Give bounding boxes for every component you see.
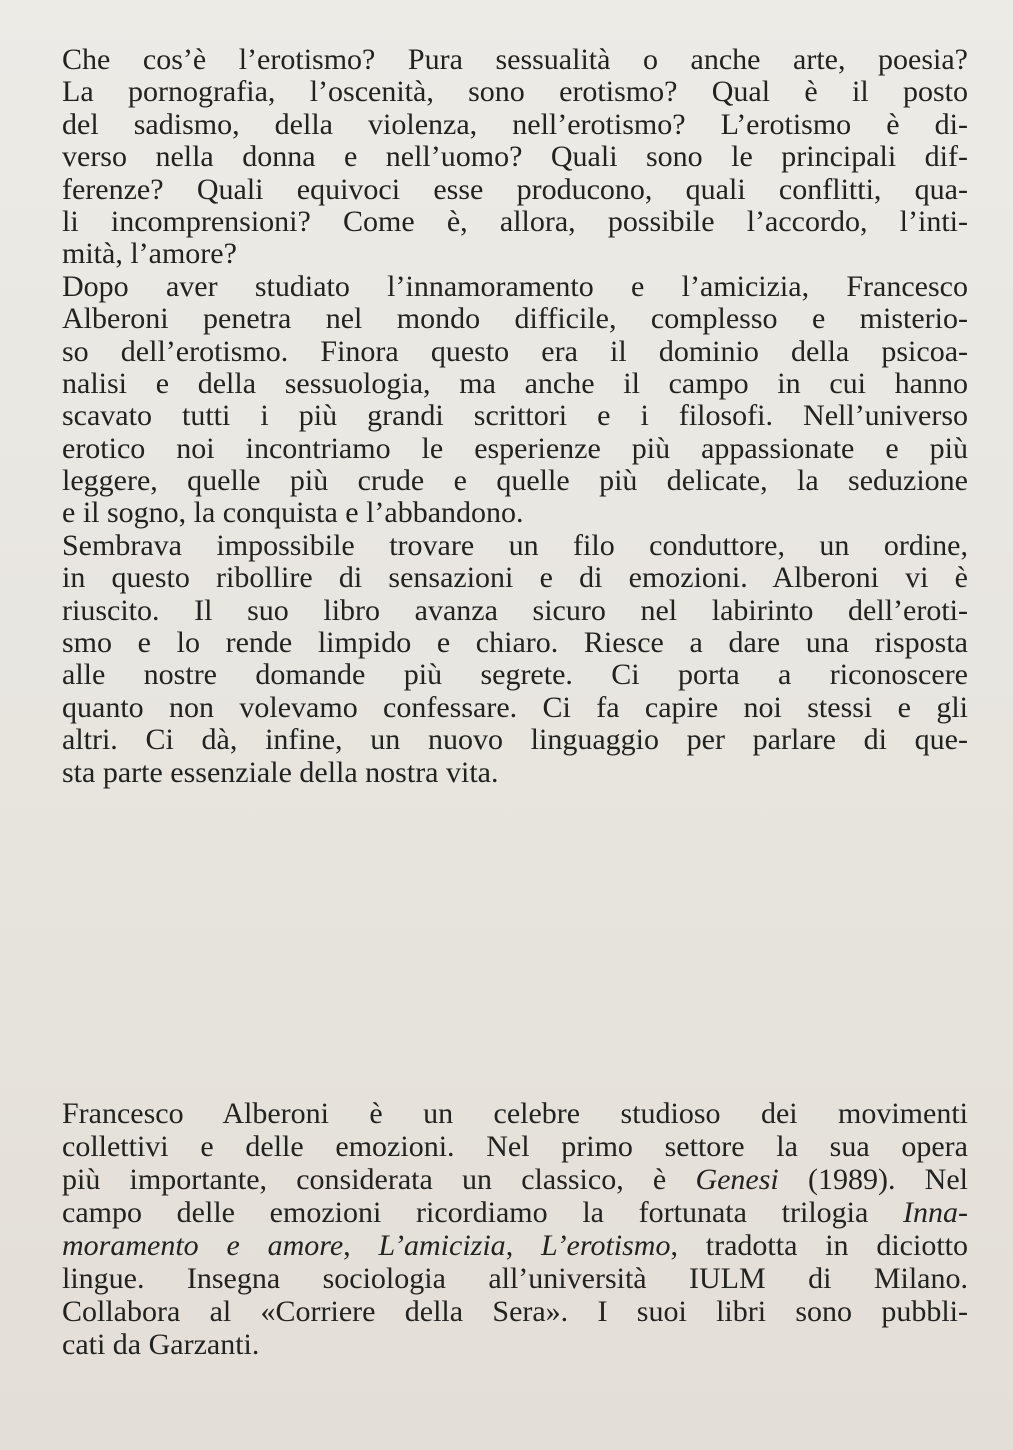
bio-line: lingue. Insegna sociologia all’università IULM di Milano.: [62, 1262, 968, 1295]
bio-line: [62, 1163, 968, 1196]
synopsis-line: quanto non volevamo confessare. Ci fa capire noi stessi e gli: [62, 690, 968, 724]
synopsis-line: erotico noi incontriamo le esperienze più appassionate e più: [62, 431, 968, 465]
synopsis-line: nalisi e della sessuologia, ma anche il campo in cui hanno: [62, 366, 968, 400]
synopsis-line: del sadismo, della violenza, nell’erotismo? L’erotismo è di-: [62, 107, 968, 141]
bio-line: [62, 1196, 968, 1229]
bio-line: collettivi e delle emozioni. Nel primo settore la sua opera: [62, 1130, 968, 1163]
synopsis-line: Che cos’è l’erotismo? Pura sessualità o anche arte, poesia?: [62, 43, 968, 76]
synopsis-line: so dell’erotismo. Finora questo era il dominio della psicoa-: [62, 334, 968, 368]
synopsis-line: Alberoni penetra nel mondo difficile, complesso e misterio-: [62, 302, 968, 336]
bio-line: cati da Garzanti.: [62, 1328, 260, 1361]
synopsis-line: La pornografia, l’oscenità, sono erotismo? Qual è il posto: [62, 75, 968, 109]
synopsis-text: [62, 44, 968, 789]
synopsis-line: altri. Ci dà, infine, un nuovo linguaggio per parlare di que-: [62, 723, 968, 757]
bio-line: [62, 1229, 968, 1262]
book-title-amicizia: L’amicizia: [378, 1229, 506, 1262]
synopsis-line: smo e lo rende limpido e chiaro. Riesce a dare una risposta: [62, 626, 968, 660]
book-title-erotismo: L’erotismo: [541, 1229, 671, 1262]
bio-line: Collabora al «Corriere della Sera». I suoi libri sono pubbli-: [62, 1295, 968, 1328]
book-title-innamoramento-cont: moramento e amore: [62, 1229, 344, 1262]
bio-text-fragment: ,: [505, 1229, 541, 1262]
synopsis-line: riuscito. Il suo libro avanza sicuro nel labirinto dell’eroti-: [62, 593, 968, 627]
synopsis-line: e il sogno, la conquista e l’abbandono.: [62, 496, 524, 530]
synopsis-line: alle nostre domande più segrete. Ci porta a riconoscere: [62, 658, 968, 692]
synopsis-line: ferenze? Quali equivoci esse producono, quali conflitti, qua-: [62, 172, 968, 206]
synopsis-line: Dopo aver studiato l’innamoramento e l’amicizia, Francesco: [62, 269, 968, 303]
synopsis-line: mità, l’amore?: [62, 237, 237, 271]
bio-text-fragment: ,: [343, 1229, 379, 1262]
synopsis-line: scavato tutti i più grandi scrittori e i filosofi. Nell’universo: [62, 399, 968, 433]
book-title-innamoramento: Inna-: [903, 1196, 968, 1229]
author-bio: [62, 1097, 968, 1361]
bio-text-fragment: campo delle emozioni ricordiamo la fortunata trilogia: [62, 1196, 904, 1229]
bio-line: Francesco Alberoni è un celebre studioso dei movimenti: [62, 1097, 968, 1130]
bio-text-fragment: (1989). Nel: [778, 1163, 968, 1196]
synopsis-line: verso nella donna e nell’uomo? Quali sono le principali dif-: [62, 140, 968, 174]
synopsis-line: leggere, quelle più crude e quelle più delicate, la seduzione: [62, 464, 968, 498]
synopsis-line: Sembrava impossibile trovare un filo conduttore, un ordine,: [62, 528, 968, 562]
bio-text-fragment: , tradotta in diciotto: [670, 1229, 969, 1262]
bio-text-fragment: più importante, considerata un classico, è: [62, 1163, 696, 1196]
synopsis-line: sta parte essenziale della nostra vita.: [62, 755, 499, 789]
synopsis-line: in questo ribollire di sensazioni e di emozioni. Alberoni vi è: [62, 561, 968, 595]
book-title-genesi: Genesi: [695, 1163, 779, 1196]
synopsis-line: li incomprensioni? Come è, allora, possibile l’accordo, l’inti-: [62, 204, 968, 238]
